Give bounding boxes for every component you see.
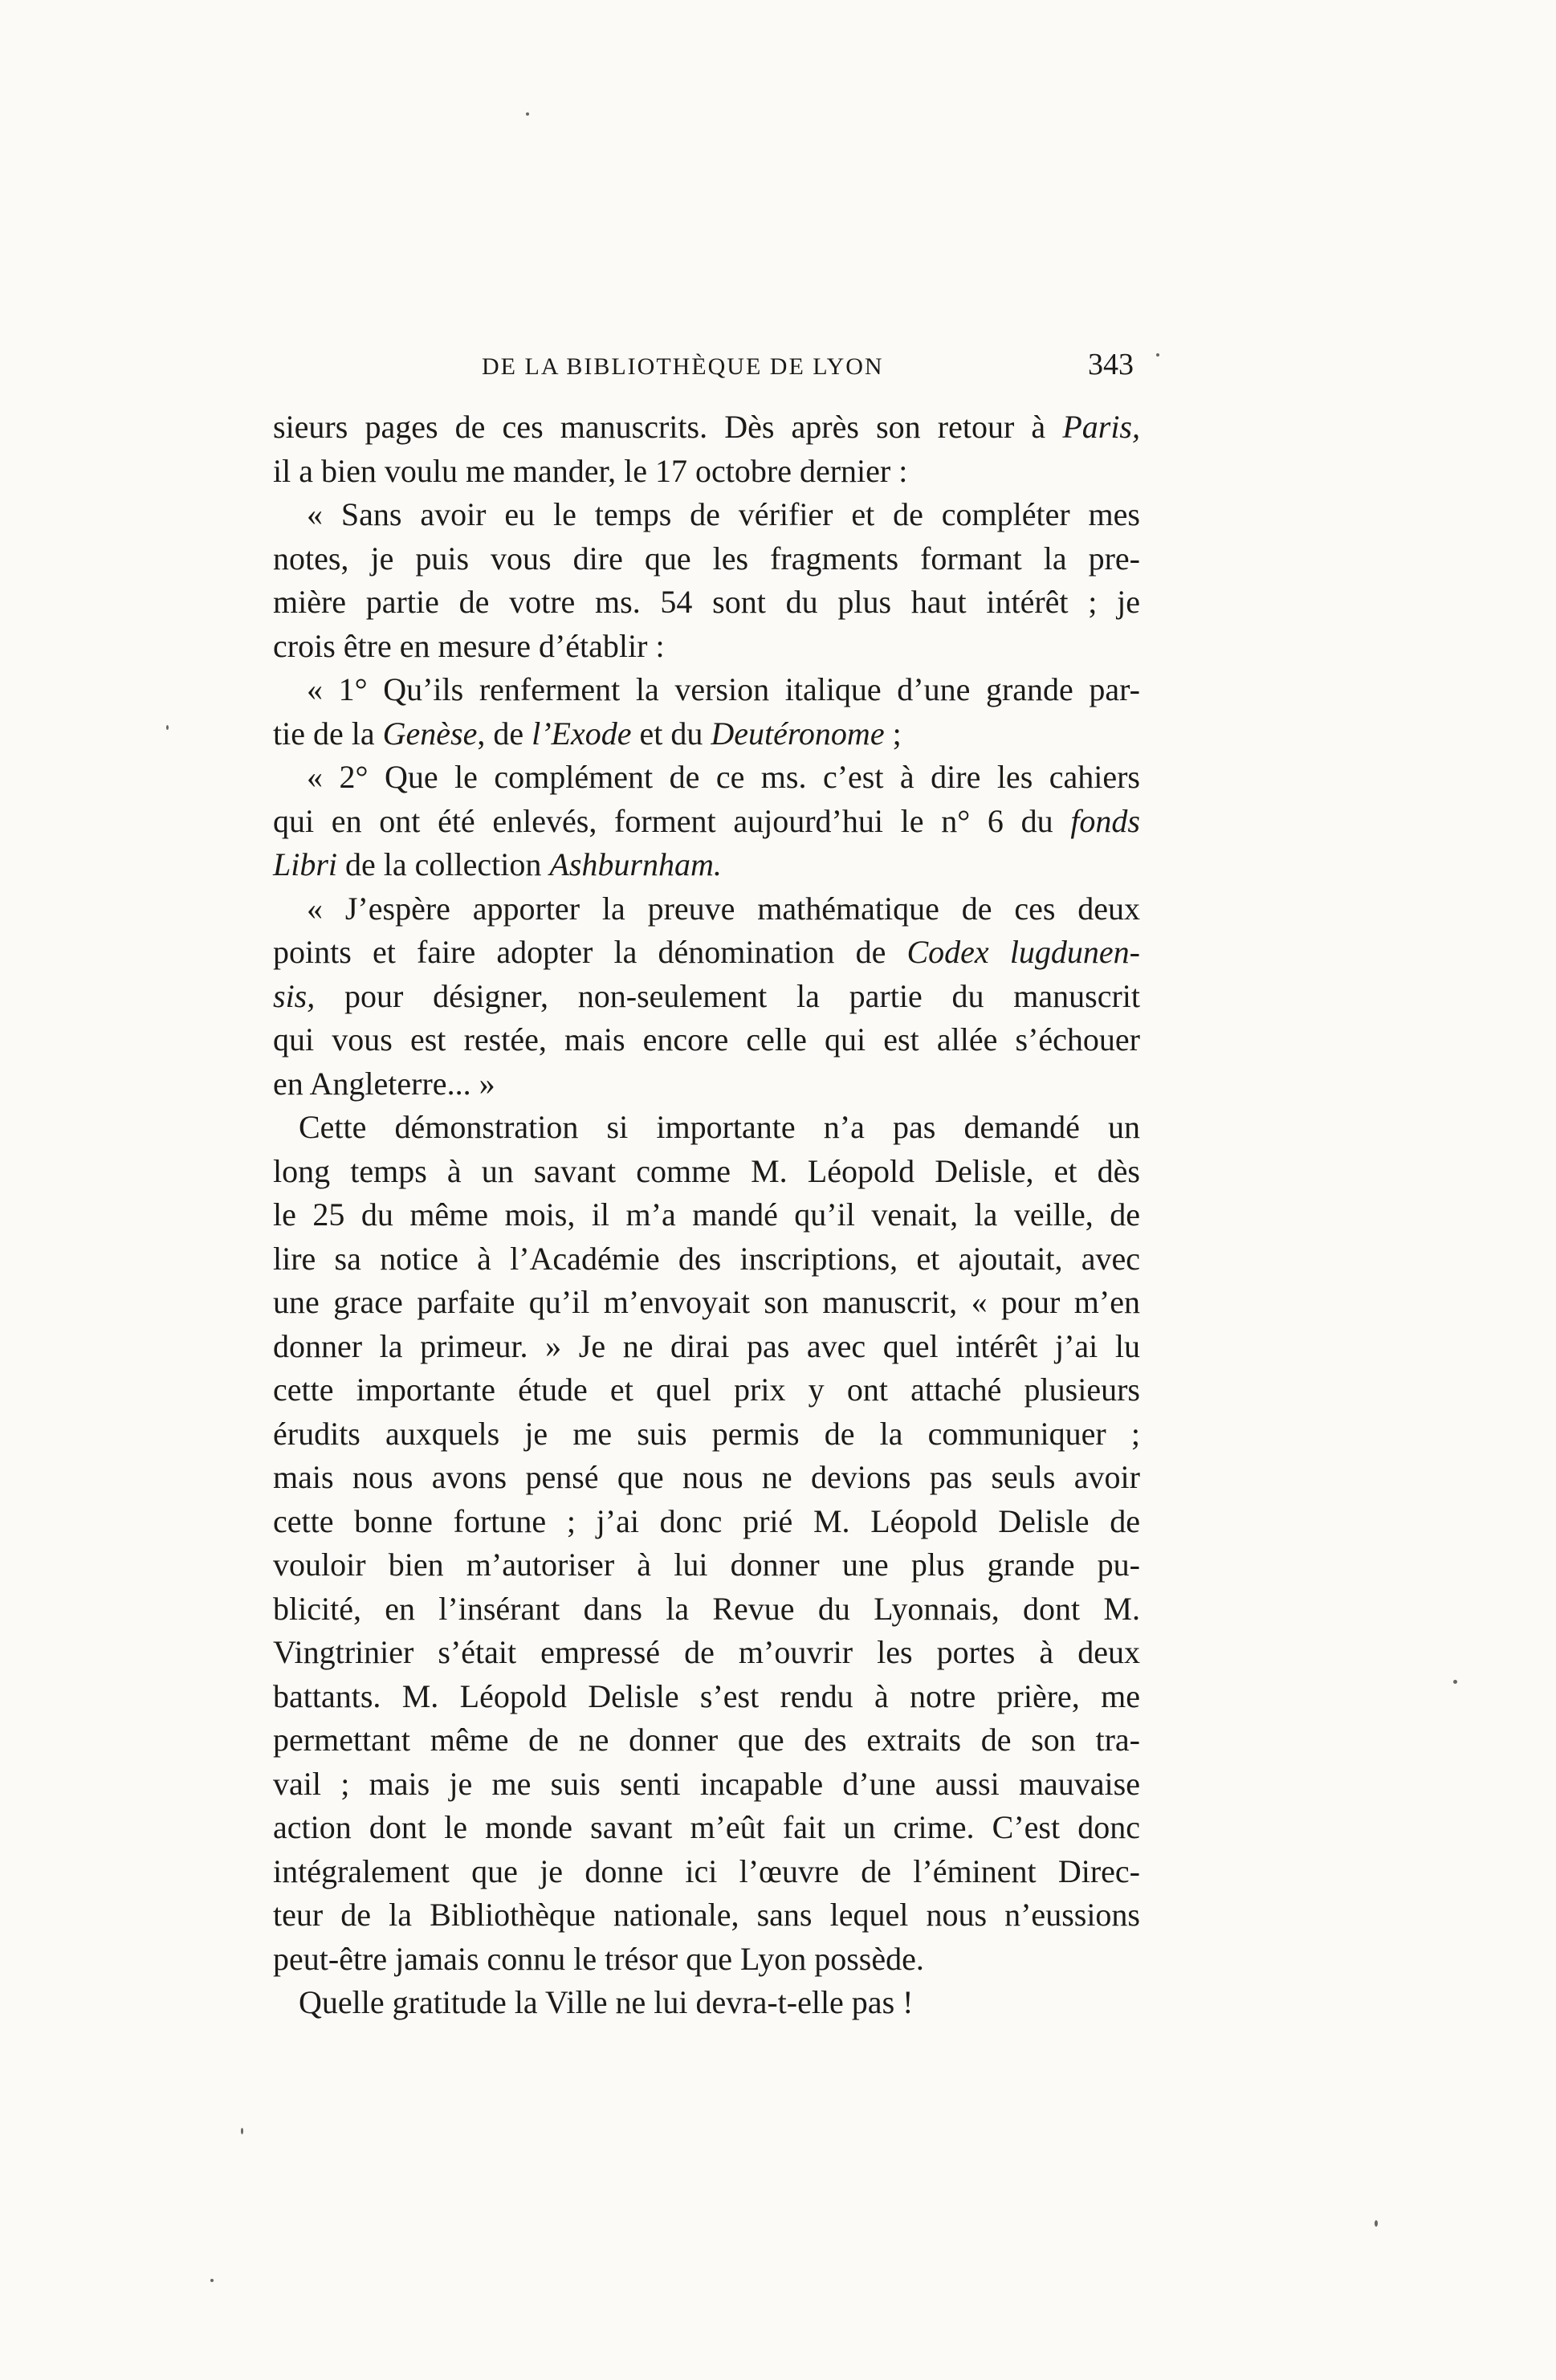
text-line <box>273 712 1140 756</box>
text-segment: cette importante étude et quel prix y ont attaché plusieurs <box>273 1371 1140 1408</box>
text-segment: points et faire adopter la dénomination de <box>273 934 907 970</box>
text-line <box>273 1106 1140 1150</box>
paper-speck <box>241 2128 243 2134</box>
text-line <box>273 800 1140 844</box>
text-segment: vail ; mais je me suis senti incapable d’une aussi mauvaise <box>273 1765 1140 1802</box>
text-line <box>273 1237 1140 1282</box>
text-line <box>273 1062 1140 1106</box>
paper-speck <box>526 112 529 116</box>
text-segment: vouloir bien m’autoriser à lui donner une plus grande pu- <box>273 1547 1140 1583</box>
text-segment: « J’espère apporter la preuve mathématique de ces deux <box>307 890 1140 927</box>
text-segment: qui vous est restée, mais encore celle qui est allée s’échouer <box>273 1021 1140 1058</box>
text-segment: Cette démonstration si importante n’a pas demandé un <box>299 1109 1140 1145</box>
text-line <box>273 1193 1140 1237</box>
text-segment: teur de la Bibliothèque nationale, sans lequel nous n’eussions <box>273 1897 1140 1933</box>
text-segment: « 2° Que le complément de ce ms. c’est à dire les cahiers <box>307 759 1140 795</box>
text-line <box>273 493 1140 537</box>
text-line <box>273 1543 1140 1587</box>
paper-speck <box>1453 1680 1457 1684</box>
text-line <box>273 843 1140 887</box>
text-line <box>273 405 1140 450</box>
italic-segment: Libri <box>273 846 338 882</box>
text-line <box>273 1281 1140 1325</box>
paper-speck <box>210 2279 214 2282</box>
text-segment: Quelle gratitude la Ville ne lui devra-t-elle pas ! <box>299 1984 914 2020</box>
text-line <box>273 1850 1140 1894</box>
text-line <box>273 887 1140 931</box>
text-line <box>273 1150 1140 1194</box>
text-segment: blicité, en l’insérant dans la Revue du Lyonnais, dont M. <box>273 1590 1140 1627</box>
text-segment: « Sans avoir eu le temps de vérifier et de compléter mes <box>307 496 1140 532</box>
text-segment: ; <box>884 715 902 752</box>
italic-segment: fonds <box>1070 802 1140 839</box>
running-title: DE LA BIBLIOTHÈQUE DE LYON <box>482 353 884 380</box>
text-line <box>273 756 1140 800</box>
text-segment: en Angleterre... » <box>273 1065 495 1102</box>
text-segment: mière partie de votre ms. 54 sont du plus haut intérêt ; je <box>273 584 1140 620</box>
text-segment: donner la primeur. » Je ne dirai pas avec quel intérêt j’ai lu <box>273 1327 1140 1364</box>
text-segment: le 25 du même mois, il m’a mandé qu’il venait, la veille, de <box>273 1196 1140 1233</box>
text-line <box>273 1456 1140 1500</box>
text-line <box>273 1893 1140 1938</box>
text-segment: tie de la <box>273 715 383 752</box>
text-line <box>273 537 1140 581</box>
text-line <box>273 1325 1140 1369</box>
body-text <box>273 405 1140 2025</box>
text-line <box>273 1675 1140 1719</box>
page-number: 343 <box>1088 348 1134 381</box>
text-line <box>273 1806 1140 1850</box>
text-line <box>273 1412 1140 1457</box>
text-segment: crois être en mesure d’établir : <box>273 627 665 664</box>
paper-speck <box>166 725 169 730</box>
text-line <box>273 1763 1140 1807</box>
text-segment: il a bien voulu me mander, le 17 octobre dernier : <box>273 452 908 489</box>
text-segment: , de <box>477 715 532 752</box>
text-segment: mais nous avons pensé que nous ne devions pas seuls avoir <box>273 1459 1140 1495</box>
text-segment: « 1° Qu’ils renferment la version italique d’une grande par- <box>307 671 1140 707</box>
text-segment: Vingtrinier s’était empressé de m’ouvrir les portes à deux <box>273 1634 1140 1670</box>
text-segment: long temps à un savant comme M. Léopold Delisle, et dès <box>273 1152 1140 1189</box>
paper-speck <box>1156 353 1159 357</box>
text-segment: peut-être jamais connu le trésor que Lyon possède. <box>273 1940 924 1977</box>
text-segment: lire sa notice à l’Académie des inscriptions, et ajoutait, avec <box>273 1240 1140 1277</box>
text-line <box>273 1938 1140 1982</box>
italic-segment: Codex lugdunen- <box>906 934 1141 970</box>
text-segment: érudits auxquels je me suis permis de la communiquer ; <box>273 1415 1140 1452</box>
text-line <box>273 1018 1140 1062</box>
italic-segment: l’Exode <box>532 715 632 752</box>
text-line <box>273 1500 1140 1544</box>
text-line <box>273 975 1140 1019</box>
text-segment: action dont le monde savant m’eût fait un crime. C’est donc <box>273 1809 1140 1845</box>
text-line <box>273 1631 1140 1675</box>
text-line <box>273 581 1140 625</box>
text-segment: une grace parfaite qu’il m’envoyait son manuscrit, « pour m’en <box>273 1284 1140 1320</box>
text-line <box>273 1368 1140 1412</box>
text-line <box>273 1981 1140 2025</box>
text-segment: sieurs pages de ces manuscrits. Dès après son retour à <box>273 409 1063 445</box>
text-segment: et du <box>631 715 711 752</box>
italic-segment: Genèse <box>382 715 478 752</box>
text-line <box>273 931 1140 975</box>
italic-segment: Deutéronome <box>711 715 885 752</box>
text-line <box>273 625 1140 669</box>
text-line <box>273 450 1140 494</box>
text-segment: permettant même de ne donner que des extraits de son tra- <box>273 1722 1140 1758</box>
text-line <box>273 668 1140 712</box>
text-segment: qui en ont été enlevés, forment aujourd’hui le n° 6 du <box>273 802 1071 839</box>
text-segment: pour désigner, non-seulement la partie du manuscrit <box>315 977 1140 1014</box>
text-segment: battants. M. Léopold Delisle s’est rendu à notre prière, me <box>273 1677 1140 1714</box>
text-segment: de la collection <box>337 846 550 882</box>
text-line <box>273 1587 1140 1632</box>
italic-segment: sis, <box>273 977 316 1014</box>
text-segment: intégralement que je donne ici l’œuvre de l’éminent Direc- <box>273 1852 1140 1889</box>
text-segment: cette bonne fortune ; j’ai donc prié M. Léopold Delisle de <box>273 1502 1140 1539</box>
paper-speck <box>1375 2220 1378 2227</box>
text-segment: notes, je puis vous dire que les fragments formant la pre- <box>273 540 1140 577</box>
italic-segment: Paris, <box>1062 409 1140 445</box>
italic-segment: Ashburnham. <box>549 846 722 882</box>
text-line <box>273 1718 1140 1763</box>
